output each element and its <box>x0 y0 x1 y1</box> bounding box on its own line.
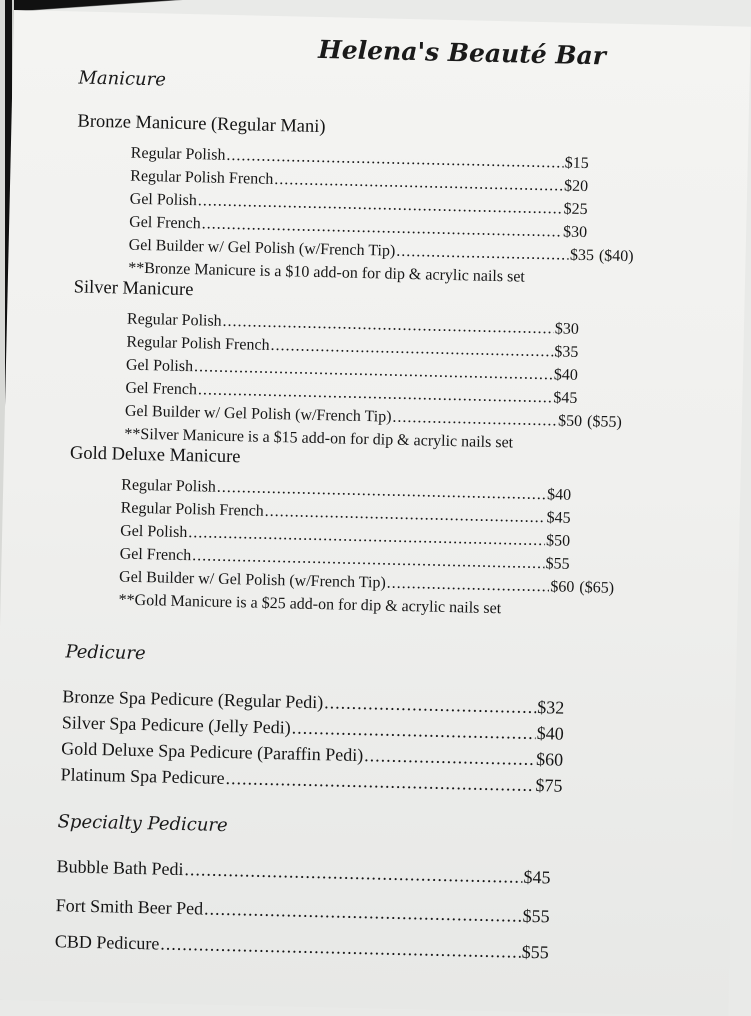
item-name: Regular Polish French <box>120 499 264 520</box>
item-price: $32 <box>537 697 565 718</box>
item-price: $35 <box>554 343 579 361</box>
item-price: $50 <box>545 532 571 550</box>
dot-leader <box>222 313 554 339</box>
dot-leader <box>392 409 557 431</box>
dot-leader <box>396 243 569 265</box>
dot-leader <box>226 147 564 173</box>
item-price: $75 <box>535 775 563 796</box>
item-name: Bubble Bath Pedi <box>56 856 184 880</box>
item-name: Regular Polish <box>126 310 222 330</box>
item-alt-price: ($65) <box>579 578 615 597</box>
gold-manicure-title: Gold Deluxe Manicure <box>69 443 241 468</box>
gold-addon-note: **Gold Manicure is a $25 add-on for dip & acrylic nails set <box>118 591 502 618</box>
dot-leader <box>274 171 563 196</box>
item-name: Platinum Spa Pedicure <box>60 764 225 788</box>
item-price: $45 <box>553 389 578 407</box>
item-name: Gel Polish <box>129 190 198 210</box>
item-name: Gel Builder w/ Gel Polish (w/French Tip) <box>124 402 392 426</box>
item-name: Regular Polish <box>121 476 217 496</box>
item-price: $60 <box>550 578 575 596</box>
dot-leader <box>270 337 553 361</box>
item-price: $30 <box>554 320 580 338</box>
dot-leader <box>160 934 521 963</box>
item-name: Gel Builder w/ Gel Polish (w/French Tip) <box>118 568 386 592</box>
item-price: $45 <box>546 509 571 527</box>
dot-leader <box>217 479 547 504</box>
dot-leader <box>265 503 546 527</box>
item-name: Gel French <box>119 545 192 565</box>
item-price: $55 <box>521 941 549 963</box>
dot-leader <box>184 859 522 888</box>
item-price: $35 <box>569 246 595 265</box>
item-price: $50 <box>557 412 583 430</box>
item-name: Gel Polish <box>125 356 194 376</box>
dot-leader <box>202 215 563 241</box>
item-name: Gold Deluxe Spa Pedicure (Paraffin Pedi) <box>61 738 364 766</box>
item-price: $40 <box>553 366 579 384</box>
menu-item <box>55 895 549 927</box>
item-name: Fort Smith Beer Ped <box>55 895 204 919</box>
dot-leader <box>292 717 536 744</box>
item-name: CBD Pedicure <box>54 931 160 954</box>
silver-manicure-title: Silver Manicure <box>73 277 194 301</box>
item-name: Gel Builder w/ Gel Polish (w/French Tip) <box>128 236 396 260</box>
item-price: $60 <box>535 749 564 770</box>
item-name: Regular Polish <box>130 144 226 164</box>
item-price: $25 <box>563 200 588 219</box>
item-name: Regular Polish French <box>126 333 270 354</box>
item-price: $55 <box>522 905 550 927</box>
item-alt-price: ($55) <box>586 413 622 431</box>
item-name: Gel French <box>125 379 198 399</box>
item-price: $40 <box>546 486 572 504</box>
item-alt-price: ($40) <box>598 247 634 266</box>
item-price: $20 <box>563 177 589 196</box>
dot-leader <box>194 358 553 384</box>
dot-leader <box>204 899 522 927</box>
dot-leader <box>225 768 534 796</box>
item-name: Gel Polish <box>120 522 188 542</box>
item-price: $15 <box>564 154 589 173</box>
dot-leader <box>364 745 535 770</box>
silver-addon-note: **Silver Manicure is a $15 add-on for dip & acrylic nails set <box>124 425 514 452</box>
item-price: $40 <box>536 723 564 744</box>
dot-leader <box>324 692 536 718</box>
dot-leader <box>192 547 545 573</box>
manicure-heading: Manicure <box>78 67 167 91</box>
pedicure-heading: Pedicure <box>65 641 146 665</box>
item-price: $55 <box>545 555 570 573</box>
page-title: Helena's Beauté Bar <box>317 34 607 71</box>
item-name: Silver Spa Pedicure (Jelly Pedi) <box>61 712 291 738</box>
menu-item <box>60 764 562 796</box>
item-name: Bronze Spa Pedicure (Regular Pedi) <box>62 686 324 713</box>
bronze-addon-note: **Bronze Manicure is a $10 add-on for dip & acrylic nails set <box>127 259 526 286</box>
specialty-pedicure-heading: Specialty Pedicure <box>57 811 228 837</box>
item-name: Gel French <box>129 213 201 233</box>
item-name: Regular Polish French <box>130 167 274 188</box>
menu-item <box>56 856 550 888</box>
dot-leader <box>198 192 563 218</box>
item-price: $30 <box>562 223 588 242</box>
dot-leader <box>198 381 553 407</box>
menu-item <box>55 931 549 963</box>
dot-leader <box>188 524 545 550</box>
menu-page <box>0 10 751 1016</box>
bronze-manicure-title: Bronze Manicure (Regular Mani) <box>77 111 326 138</box>
item-price: $45 <box>523 866 551 888</box>
dot-leader <box>387 575 550 597</box>
